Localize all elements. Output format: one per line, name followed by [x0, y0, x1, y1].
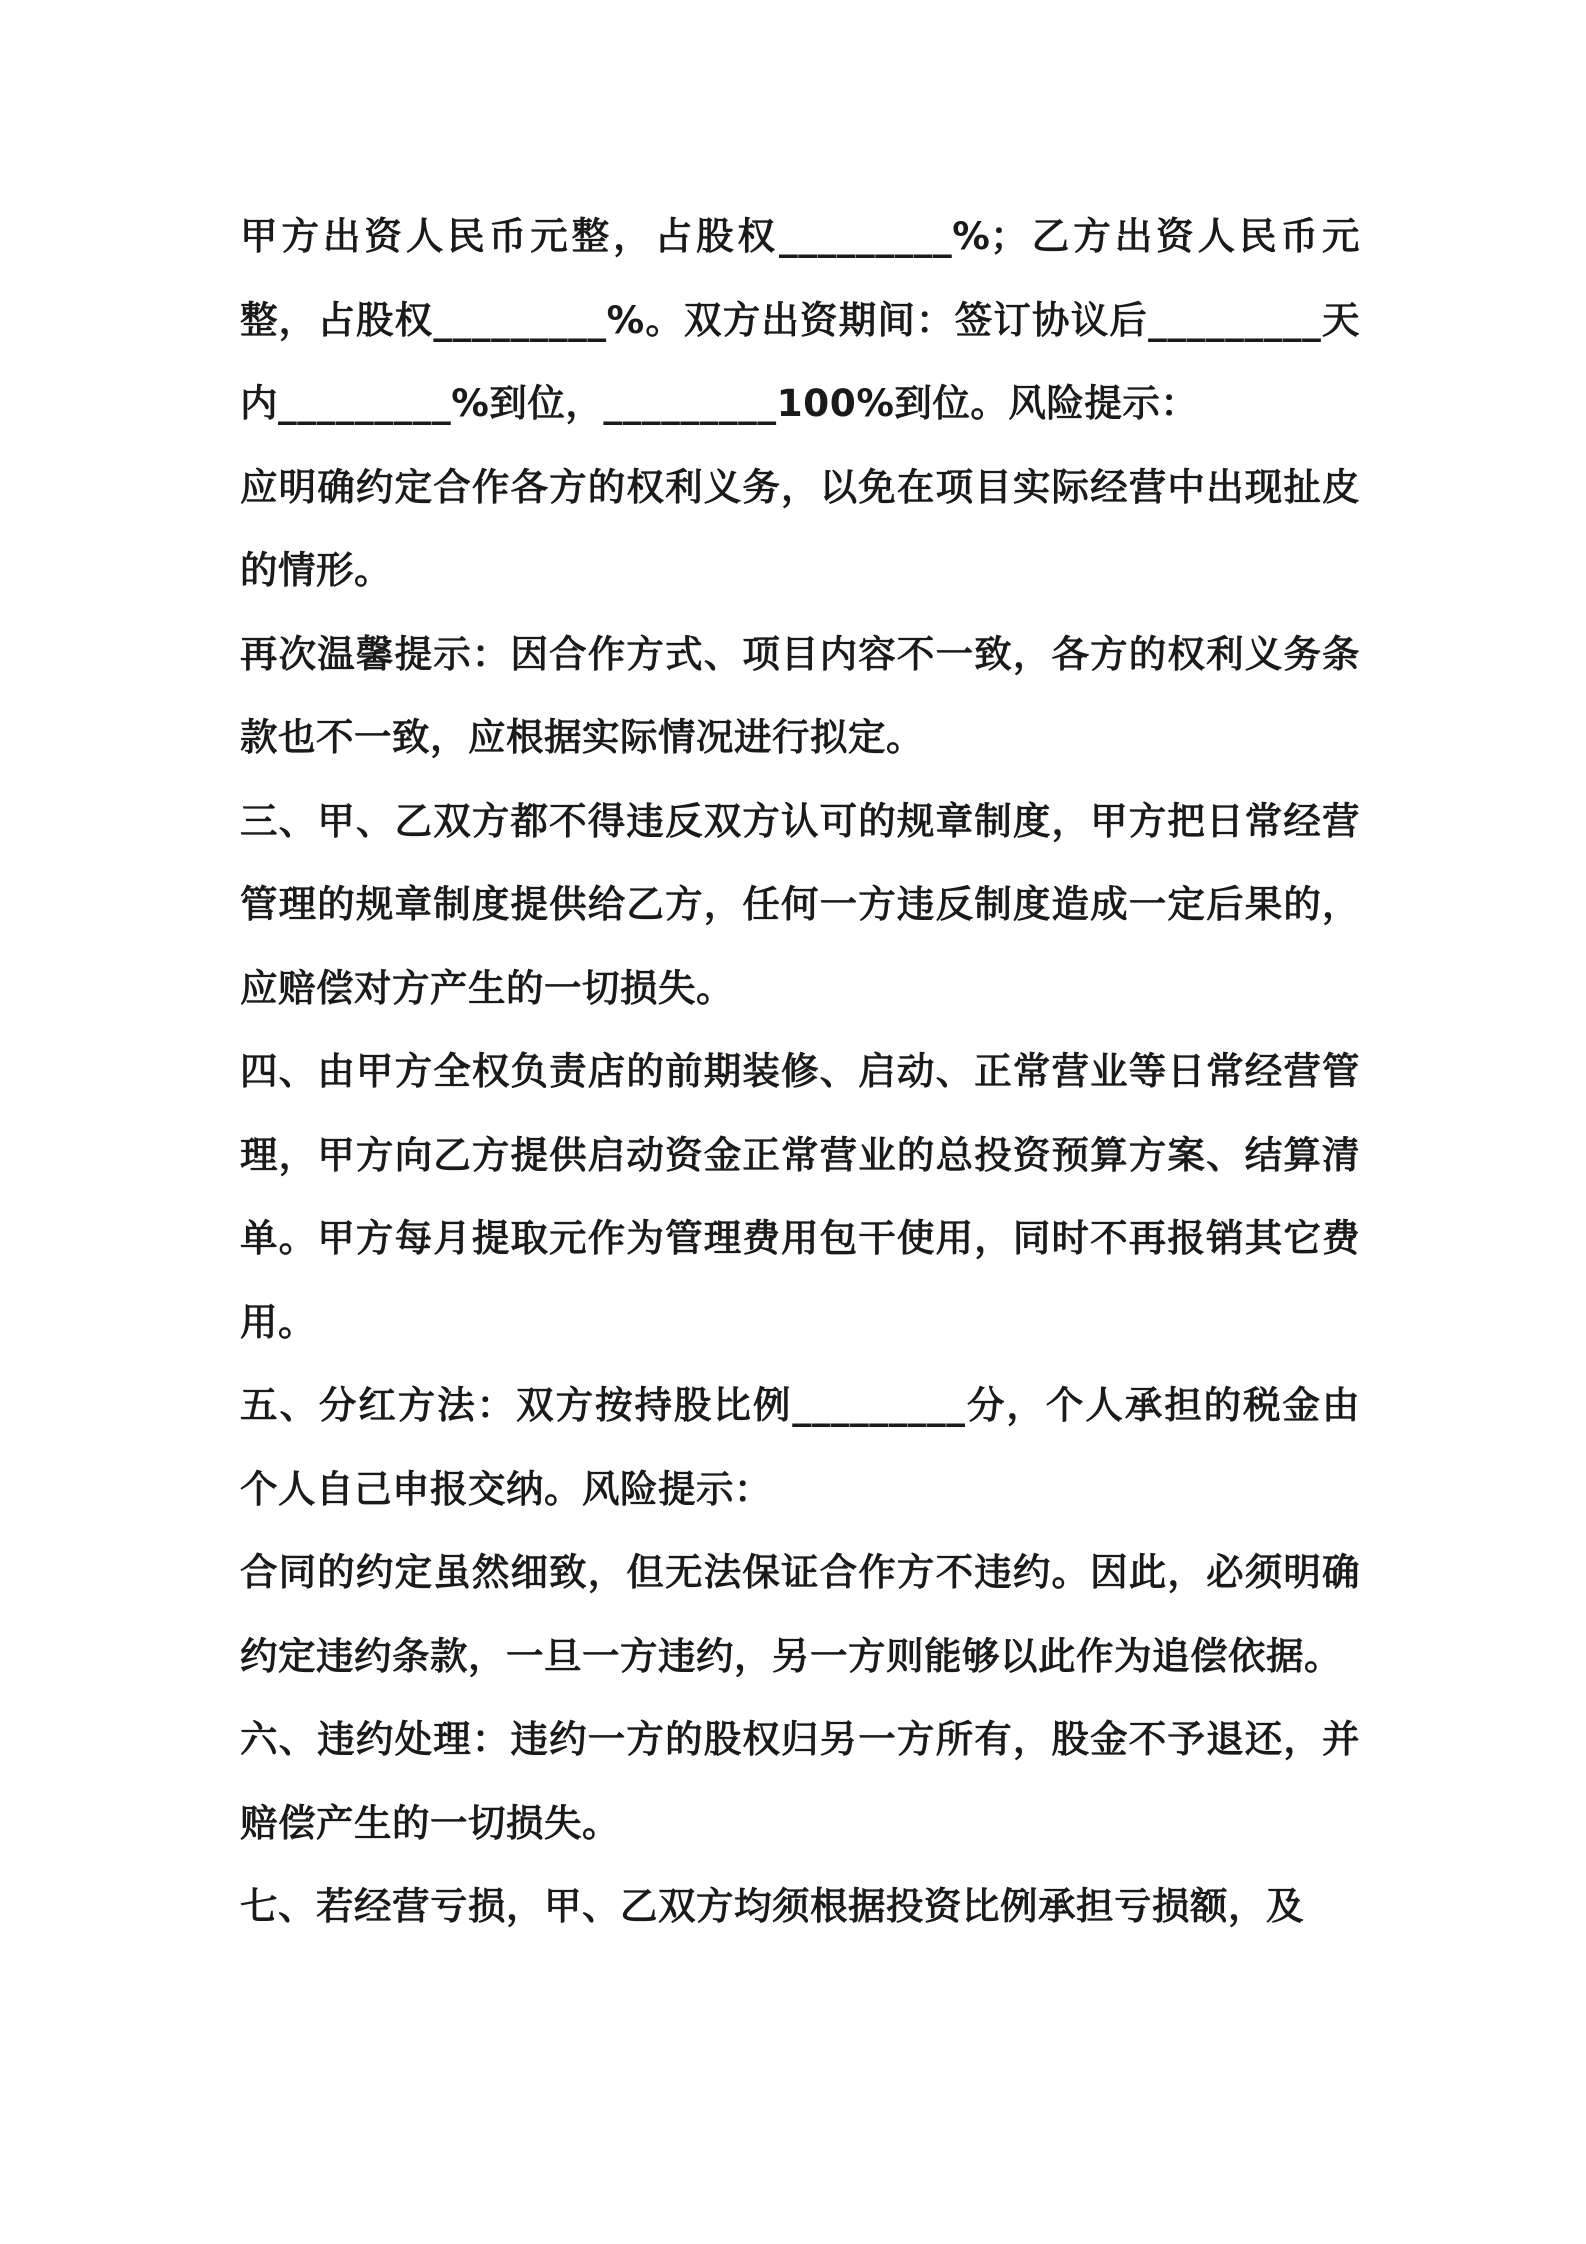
paragraph-clause-five: 五、分红方法：双方按持股比例_________分，个人承担的税金由个人自己申报交纳。风险提示： — [240, 1383, 1360, 1511]
paragraph-capital-contribution: 甲方出资人民币元整，占股权_________%；乙方出资人民币元整，占股权_________%。双方出资期间：签订协议后_________天内_________%到位，_________100%到位。风险提示： — [240, 214, 1360, 425]
paragraph-reminder: 再次温馨提示：因合作方式、项目内容不一致，各方的权利义务条款也不一致，应根据实际情况进行拟定。 — [240, 631, 1360, 759]
paragraph-rights-obligations: 应明确约定合作各方的权利义务，以免在项目实际经营中出现扯皮的情形。 — [240, 464, 1360, 592]
paragraph-clause-six: 六、违约处理：违约一方的股权归另一方所有，股金不予退还，并赔偿产生的一切损失。 — [240, 1717, 1360, 1845]
paragraph-breach-risk: 合同的约定虽然细致，但无法保证合作方不违约。因此，必须明确约定违约条款，一旦一方违约，另一方则能够以此作为追偿依据。 — [240, 1550, 1360, 1678]
paragraph-clause-seven: 七、若经营亏损，甲、乙双方均须根据投资比例承担亏损额，及 — [240, 1884, 1304, 1928]
paragraph-clause-three: 三、甲、乙双方都不得违反双方认可的规章制度，甲方把日常经营管理的规章制度提供给乙方，任何一方违反制度造成一定后果的，应赔偿对方产生的一切损失。 — [240, 798, 1360, 1010]
paragraph-clause-four: 四、由甲方全权负责店的前期装修、启动、正常营业等日常经营管理，甲方向乙方提供启动资金正常营业的总投资预算方案、结算清单。甲方每月提取元作为管理费用包干使用，同时不再报销其它费用。 — [240, 1049, 1360, 1344]
document-body — [240, 195, 1360, 1949]
